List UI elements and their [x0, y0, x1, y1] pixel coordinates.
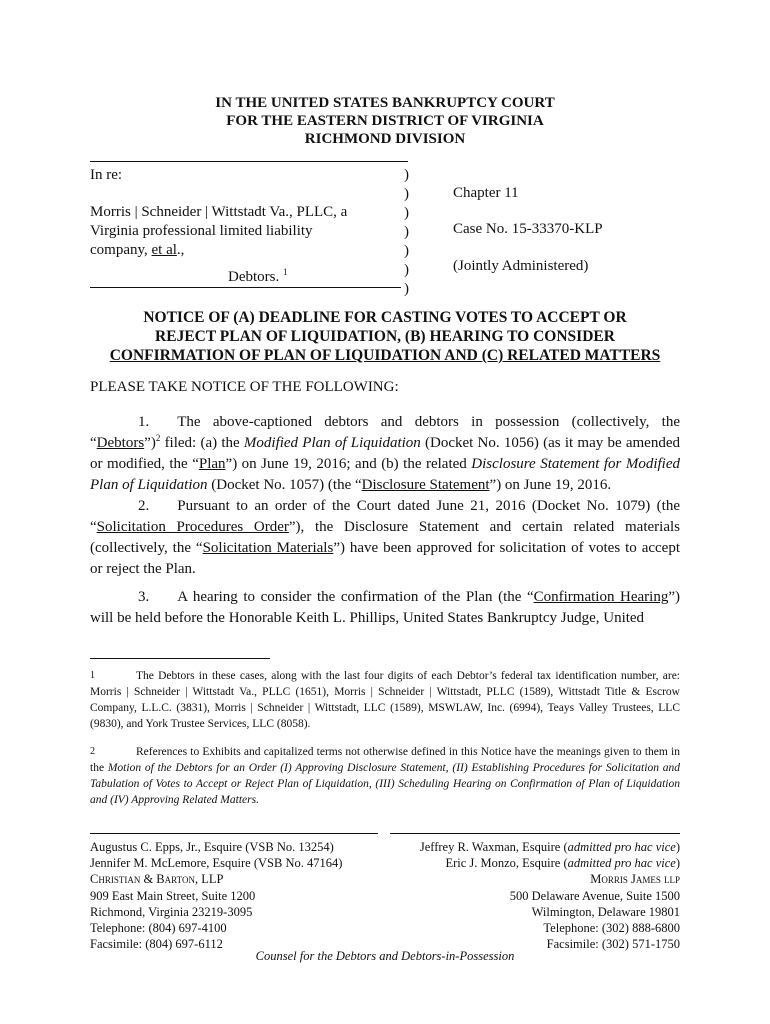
paragraph-2	[90, 496, 680, 580]
p1-text: (Docket No. 1056) (as it may be amended or modified, the “	[90, 435, 680, 472]
paragraph-1	[90, 412, 680, 496]
paragraph-number: 3.	[138, 589, 150, 605]
paragraph-number: 1.	[138, 414, 150, 430]
title-line2: REJECT PLAN OF LIQUIDATION, (B) HEARING TO CONSIDER	[155, 328, 615, 345]
footnote-1-text: The Debtors in these cases, along with the last four digits of each Debtor’s federal tax identification number, are: Morris | Schneider | Wittstadt Va., PLLC (1651), Morris | Schneider | Wittstadt, PLLC (1589), Wittstadt Title & Escrow Company, L.L.C. (3831), Morris | Schneider | Wittstadt, LLC (1589), MSWLAW, Inc. (6994), Teays Valley Trustees, LLC (9830), and York Trustee Services, LLC (8058).	[90, 670, 680, 730]
defined-term-solicitation-procedures-order: Solicitation Procedures Order	[96, 519, 289, 535]
in-re-label: In re:	[90, 167, 123, 183]
paren: )	[404, 243, 409, 259]
p3-text: ”) will be held before the Honorable Keith L. Phillips, United States Bankruptcy Judge, United	[90, 589, 680, 626]
debtor-name-line1: Morris | Schneider | Wittstadt Va., PLLC, a	[90, 204, 348, 220]
attorney-text: )	[675, 856, 680, 871]
please-take-notice: PLEASE TAKE NOTICE OF THE FOLLOWING:	[90, 379, 399, 395]
case-number: Case No. 15-33370-KLP	[453, 221, 603, 237]
debtors-label	[228, 268, 288, 287]
firm-morris-james: Morris James llp	[590, 872, 680, 887]
p2-text: ”), the Disclosure Statement and certain related materials (collectively, the “	[90, 519, 680, 556]
paren: )	[404, 262, 409, 278]
counsel-block-right	[390, 839, 680, 952]
chapter-label: Chapter 11	[453, 185, 519, 201]
debtors-text: Debtors.	[228, 269, 280, 285]
attorney-epps: Augustus C. Epps, Jr., Esquire (VSB No. 13254)	[90, 840, 334, 854]
footnote-ref-1: 1	[283, 267, 288, 277]
court-division: RICHMOND DIVISION	[304, 131, 466, 147]
defined-term-debtors: Debtors	[96, 435, 145, 451]
attorney-text: )	[675, 840, 680, 854]
debtor-name-line3	[90, 241, 184, 260]
firm-christian-barton: Christian & Barton, LLP	[90, 872, 224, 887]
disclosure-statement-title: Disclosure Statement for Modified Plan of Liquidation	[90, 456, 680, 493]
p2-text: ”) have been approved for solicitation of votes to accept or reject the Plan.	[90, 540, 680, 577]
court-header	[0, 94, 770, 148]
defined-term-disclosure-statement: Disclosure Statement	[361, 477, 490, 493]
paren: )	[404, 186, 409, 202]
address-city: Richmond, Virginia 23219-3095	[90, 904, 253, 919]
debtor-line3-text: company,	[90, 242, 152, 258]
p3-text: A hearing to consider the confirmation of the Plan (the “	[177, 589, 534, 605]
jointly-administered: (Jointly Administered)	[453, 258, 589, 274]
counsel-rule-left	[90, 833, 378, 834]
footnote-1	[90, 668, 680, 732]
pro-hac-vice: admitted pro hac vice	[567, 856, 676, 871]
counsel-block-left	[90, 839, 342, 952]
p2-text: Pursuant to an order of the Court dated June 21, 2016 (Docket No. 1079) (the “	[90, 498, 680, 535]
court-name: IN THE UNITED STATES BANKRUPTCY COURT	[215, 95, 555, 111]
debtor-name-line2: Virginia professional limited liability	[90, 223, 313, 239]
footnote-number: 2	[90, 746, 95, 757]
p1-text: The above-captioned debtors and debtors in possession (collectively, the “	[90, 414, 680, 451]
facsimile: Facsimile: (302) 571-1750	[546, 937, 680, 952]
motion-title: Motion of the Debtors for an Order (I) Approving Disclosure Statement, (II) Establishing Procedures for Solicitation and Tabulation of Votes to Accept or Reject Plan of Liquidation, (III) Scheduling Hearing on Confirmation of Plan of Liquidation and (IV) Approving Related Matters.	[90, 762, 680, 806]
title-line3: CONFIRMATION OF PLAN OF LIQUIDATION AND (C) RELATED MATTERS	[109, 347, 661, 364]
title-line1: NOTICE OF (A) DEADLINE FOR CASTING VOTES TO ACCEPT OR	[143, 309, 627, 326]
debtor-line3-end: .,	[176, 242, 185, 258]
attorney-mclemore: Jennifer M. McLemore, Esquire (VSB No. 47164)	[90, 856, 343, 871]
p1-text: filed: (a) the	[160, 435, 244, 451]
footnote-ref-2: 2	[155, 433, 161, 443]
paren: )	[404, 281, 409, 297]
footnote-2-text: References to Exhibits and capitalized terms not otherwise defined in this Notice have the meanings given to them in the	[90, 746, 680, 774]
paragraph-3	[90, 587, 680, 629]
attorney-text: Jeffrey R. Waxman, Esquire (	[419, 840, 568, 854]
caption-top-rule	[90, 161, 408, 162]
defined-term-plan: Plan	[198, 456, 226, 472]
address-line: 500 Delaware Avenue, Suite 1500	[509, 888, 680, 903]
footnote-number: 1	[90, 670, 95, 681]
et-al: et al	[151, 242, 177, 258]
address-line: 909 East Main Street, Suite 1200	[90, 888, 256, 903]
p1-text: (Docket No. 1057) (the “	[207, 477, 362, 493]
defined-term-solicitation-materials: Solicitation Materials	[202, 540, 334, 556]
defined-term-confirmation-hearing: Confirmation Hearing	[533, 589, 669, 605]
p1-text: ”)	[144, 435, 156, 451]
paren: )	[404, 224, 409, 240]
paren: )	[404, 167, 409, 183]
facsimile: Facsimile: (804) 697-6112	[90, 937, 223, 952]
counsel-rule-right	[390, 833, 680, 834]
p1-text: ”) on June 19, 2016; and (b) the related	[225, 456, 472, 472]
notice-title	[0, 308, 770, 365]
plan-title: Modified Plan of Liquidation	[243, 435, 421, 451]
pro-hac-vice: admitted pro hac vice	[567, 840, 676, 854]
attorney-waxman	[390, 839, 680, 855]
caption-paren-column	[404, 166, 409, 299]
paragraph-number: 2.	[138, 498, 150, 514]
attorney-text: Eric J. Monzo, Esquire (	[445, 856, 568, 871]
caption-bottom-rule	[90, 287, 401, 288]
address-city: Wilmington, Delaware 19801	[531, 904, 680, 919]
telephone: Telephone: (302) 888-6800	[543, 921, 680, 936]
paren: )	[404, 205, 409, 221]
counsel-footer: Counsel for the Debtors and Debtors-in-Possession	[255, 949, 515, 963]
court-district: FOR THE EASTERN DISTRICT OF VIRGINIA	[226, 113, 544, 129]
attorney-monzo	[390, 855, 680, 871]
footnote-separator	[90, 658, 270, 659]
telephone: Telephone: (804) 697-4100	[90, 921, 227, 936]
footnote-2	[90, 744, 680, 808]
p1-text: ”) on June 19, 2016.	[489, 477, 612, 493]
